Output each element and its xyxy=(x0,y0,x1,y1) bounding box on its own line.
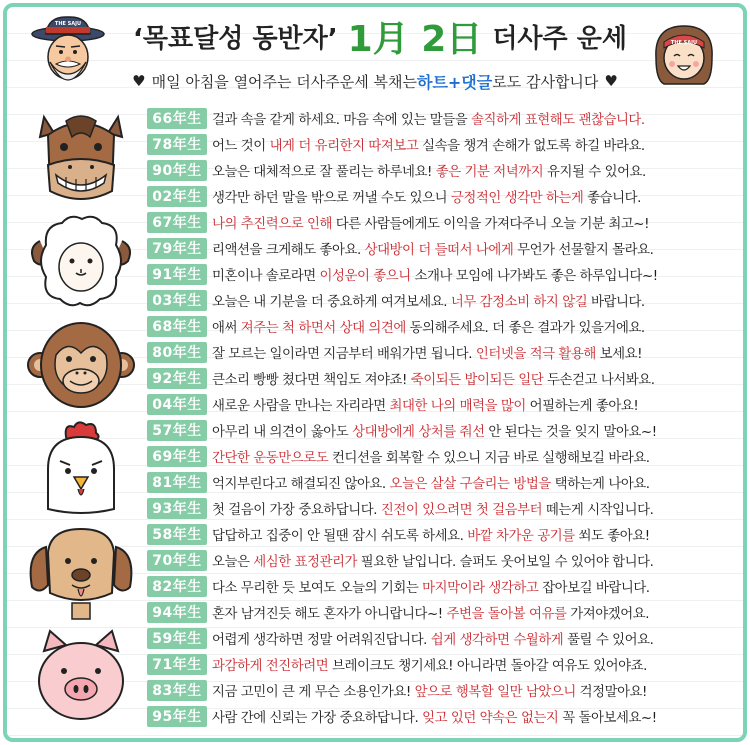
header xyxy=(0,0,750,100)
fortune-rows xyxy=(147,313,742,417)
rooster-icon xyxy=(26,419,136,519)
year-badge: 95年生 xyxy=(147,706,207,727)
fortune-row xyxy=(147,573,742,599)
fortune-row xyxy=(147,443,742,469)
dog-icon xyxy=(26,523,136,623)
fortune-row xyxy=(147,287,742,313)
zodiac-section-sheep xyxy=(14,209,740,313)
year-badge: 03年生 xyxy=(147,290,207,311)
fortune-row xyxy=(147,521,742,547)
fortune-text: 잘 모르는 일이라면 지금부터 배워가면 됩니다. 인터넷을 적극 활용해 보세요! xyxy=(212,346,643,362)
monkey-icon xyxy=(26,315,136,415)
fortune-row xyxy=(147,157,742,183)
fortune-text: 어렵게 생각하면 정말 어려워진답니다. 쉽게 생각하면 수월하게 풀릴 수 있어요. xyxy=(212,632,654,648)
year-badge: 79年生 xyxy=(147,238,207,259)
heart-icon: ♥ xyxy=(604,72,618,90)
fortune-rows xyxy=(147,105,742,209)
title-right: 더사주 운세 xyxy=(492,23,627,54)
girl-avatar-icon xyxy=(648,18,720,90)
fortune-rows xyxy=(147,521,742,625)
year-badge: 94年生 xyxy=(147,602,207,623)
fortune-rows xyxy=(147,209,742,313)
year-badge: 70年生 xyxy=(147,550,207,571)
fortune-row xyxy=(147,417,742,443)
horse-icon xyxy=(26,107,136,207)
fortune-text: 다소 무리한 듯 보여도 오늘의 기회는 마지막이라 생각하고 잡아보길 바랍니다. xyxy=(212,580,650,596)
title xyxy=(110,10,650,62)
year-badge: 83年生 xyxy=(147,680,207,701)
fortune-row xyxy=(147,599,742,625)
fortune-row xyxy=(147,261,742,287)
zodiac-section-monkey xyxy=(14,313,740,417)
year-badge: 59年生 xyxy=(147,628,207,649)
fortune-row xyxy=(147,105,742,131)
fortune-row xyxy=(147,677,742,703)
fortune-text: 나의 추진력으로 인해 다른 사람들에게도 이익을 가져다주니 오늘 기분 최고~! xyxy=(212,216,649,232)
fortune-text: 지금 고민이 큰 게 무슨 소용인가요! 앞으로 행복할 일만 남았으니 걱정말아요! xyxy=(212,684,647,700)
subtitle-text-post: 로도 감사합니다 xyxy=(492,72,599,91)
fortune-text: 어느 것이 내게 더 유리한지 따져보고 실속을 챙겨 손해가 없도록 하길 바라요. xyxy=(212,138,645,154)
year-badge: 58年生 xyxy=(147,524,207,545)
old-man-avatar-icon xyxy=(28,12,108,92)
year-badge: 92年生 xyxy=(147,368,207,389)
fortune-text: 걸과 속을 같게 하세요. 마음 속에 있는 말들을 솔직하게 표현해도 괜찮습니다. xyxy=(212,112,645,128)
year-badge: 90年生 xyxy=(147,160,207,181)
fortune-text: 과감하게 전진하려면 브레이크도 챙기세요! 아니라면 돌아갈 여유도 있어야죠. xyxy=(212,658,647,674)
fortune-row xyxy=(147,703,742,729)
fortune-text: 리액션을 크게해도 좋아요. 상대방이 더 들떠서 나에게 무언가 선물할지 몰라요. xyxy=(212,242,654,258)
zodiac-section-horse xyxy=(14,105,740,209)
fortune-rows xyxy=(147,625,742,729)
subtitle xyxy=(100,66,650,96)
fortune-text: 사람 간에 신뢰는 가장 중요하답니다. 잊고 있던 약속은 없는지 꼭 돌아보세요~! xyxy=(212,710,657,726)
fortune-text: 오늘은 내 기분을 더 중요하게 여겨보세요. 너무 감정소비 하지 않길 바랍니다. xyxy=(212,294,645,310)
fortune-text: 생각만 하던 말을 밖으로 꺼낼 수도 있으니 긍정적인 생각만 하는게 좋습니다. xyxy=(212,190,641,206)
fortune-row xyxy=(147,391,742,417)
fortune-row xyxy=(147,365,742,391)
fortune-row xyxy=(147,651,742,677)
fortune-row xyxy=(147,547,742,573)
year-badge: 78年生 xyxy=(147,134,207,155)
fortune-row xyxy=(147,339,742,365)
hat-text: THE SAJU xyxy=(54,21,82,27)
sheep-icon xyxy=(26,211,136,311)
year-badge: 81年生 xyxy=(147,472,207,493)
fortune-text: 혼자 남겨진듯 해도 혼자가 아니랍니다~! 주변을 돌아볼 여유를 가져야겠어요. xyxy=(212,606,650,622)
fortune-text: 오늘은 대체적으로 잘 풀리는 하루네요! 좋은 기분 저녁까지 유지될 수 있어요. xyxy=(212,164,646,180)
fortune-row xyxy=(147,183,742,209)
fortune-text: 애써 져주는 척 하면서 상대 의견에 동의해주세요. 더 좋은 결과가 있을거에요. xyxy=(212,320,645,336)
fortune-text: 새로운 사람을 만나는 자리라면 최대한 나의 매력을 많이 어필하는게 좋아요! xyxy=(212,398,639,414)
year-badge: 82年生 xyxy=(147,576,207,597)
year-badge: 80年生 xyxy=(147,342,207,363)
year-badge: 02年生 xyxy=(147,186,207,207)
subtitle-highlight: 하트+댓글 xyxy=(416,72,493,92)
fortune-row xyxy=(147,131,742,157)
year-badge: 66年生 xyxy=(147,108,207,129)
fortune-text: 큰소리 빵빵 쳤다면 책임도 져야죠! 죽이되든 밥이되든 일단 두손걷고 나서봐요. xyxy=(212,372,655,388)
year-badge: 69年生 xyxy=(147,446,207,467)
fortune-text: 답답하고 집중이 안 될땐 잠시 쉬도록 하세요. 바깥 차가운 공기를 쐬도 좋아요! xyxy=(212,528,650,544)
zodiac-section-rooster xyxy=(14,417,740,521)
fortune-row xyxy=(147,495,742,521)
title-left: ‘목표달성 동반자’ xyxy=(133,23,338,54)
title-date: 1月 2日 xyxy=(347,18,483,60)
fortune-text: 간단한 운동만으로도 컨디션을 회복할 수 있으니 지금 바로 실행해보길 바라요. xyxy=(212,450,650,466)
heart-icon: ♥ xyxy=(132,72,146,90)
fortune-text: 아무리 내 의견이 옳아도 상대방에게 상처를 줘선 안 된다는 것을 잊지 말아요~! xyxy=(212,424,657,440)
year-badge: 57年生 xyxy=(147,420,207,441)
fortune-row xyxy=(147,313,742,339)
year-badge: 68年生 xyxy=(147,316,207,337)
fortune-row xyxy=(147,235,742,261)
year-badge: 04年生 xyxy=(147,394,207,415)
fortune-row xyxy=(147,625,742,651)
fortune-text: 억지부린다고 해결되진 않아요. 오늘은 살살 구슬리는 방법을 택하는게 나아요. xyxy=(212,476,650,492)
band-text: THE SAJU xyxy=(670,40,698,46)
fortune-row xyxy=(147,469,742,495)
zodiac-section-dog xyxy=(14,521,740,625)
fortune-rows xyxy=(147,417,742,521)
pig-icon xyxy=(26,627,136,727)
fortune-row xyxy=(147,209,742,235)
year-badge: 93年生 xyxy=(147,498,207,519)
year-badge: 67年生 xyxy=(147,212,207,233)
fortune-text: 오늘은 세심한 표정관리가 필요한 날입니다. 슬퍼도 웃어보일 수 있어야 합니다. xyxy=(212,554,654,570)
year-badge: 71年生 xyxy=(147,654,207,675)
fortune-text: 첫 걸음이 가장 중요하답니다. 진전이 있으려면 첫 걸음부터 떼는게 시작입니다. xyxy=(212,502,654,518)
fortune-text: 미혼이나 솔로라면 이성운이 좋으니 소개나 모임에 나가봐도 좋은 하루입니다~! xyxy=(212,268,658,284)
subtitle-text-pre: 매일 아침을 열어주는 더사주운세 복채는 xyxy=(151,72,417,91)
year-badge: 91年生 xyxy=(147,264,207,285)
zodiac-section-pig xyxy=(14,625,740,729)
